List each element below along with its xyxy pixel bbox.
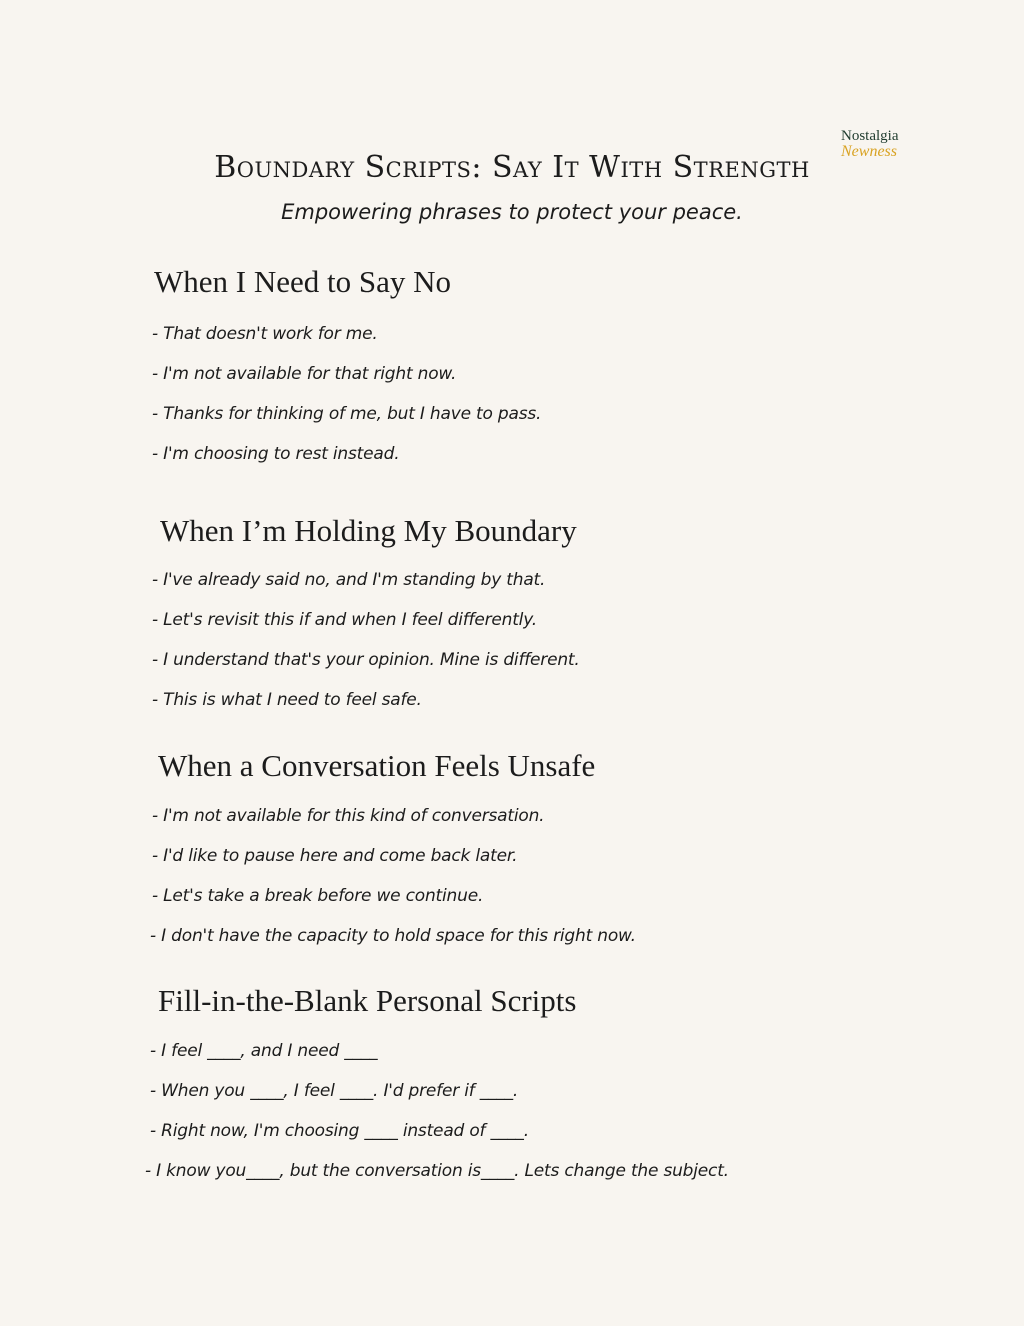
page-title: Boundary Scripts: Say It With Strength — [214, 150, 810, 185]
list-item: - Let's take a break before we continue. — [152, 886, 484, 906]
list-item: - I'd like to pause here and come back later. — [152, 846, 518, 866]
list-item: - I've already said no, and I'm standing by that. — [152, 570, 546, 590]
list-item: - Thanks for thinking of me, but I have to pass. — [152, 404, 542, 424]
list-item: - I feel ____, and I need ____ — [150, 1041, 378, 1061]
list-item: - This is what I need to feel safe. — [152, 690, 422, 710]
section-heading: When a Conversation Feels Unsafe — [158, 748, 596, 783]
logo-line-1: Nostalgia — [841, 128, 899, 144]
section-heading: When I’m Holding My Boundary — [160, 513, 577, 548]
list-item: - I know you____, but the conversation is____. Lets change the subject. — [145, 1161, 729, 1181]
list-item: - I'm choosing to rest instead. — [152, 444, 400, 464]
list-item: - That doesn't work for me. — [152, 324, 378, 344]
list-item: - I'm not available for that right now. — [152, 364, 457, 384]
list-item: - Right now, I'm choosing ____ instead of ____. — [150, 1121, 529, 1141]
list-item: - I understand that's your opinion. Mine is different. — [152, 650, 580, 670]
page-subtitle: Empowering phrases to protect your peace. — [281, 200, 743, 224]
list-item: - I'm not available for this kind of conversation. — [152, 806, 545, 826]
section-heading: When I Need to Say No — [154, 264, 451, 299]
list-item: - I don't have the capacity to hold space for this right now. — [150, 926, 636, 946]
section-heading: Fill-in-the-Blank Personal Scripts — [158, 983, 577, 1018]
logo-line-2: Newness — [841, 143, 897, 160]
list-item: - Let's revisit this if and when I feel differently. — [152, 610, 537, 630]
list-item: - When you ____, I feel ____. I'd prefer if ____. — [150, 1081, 519, 1101]
